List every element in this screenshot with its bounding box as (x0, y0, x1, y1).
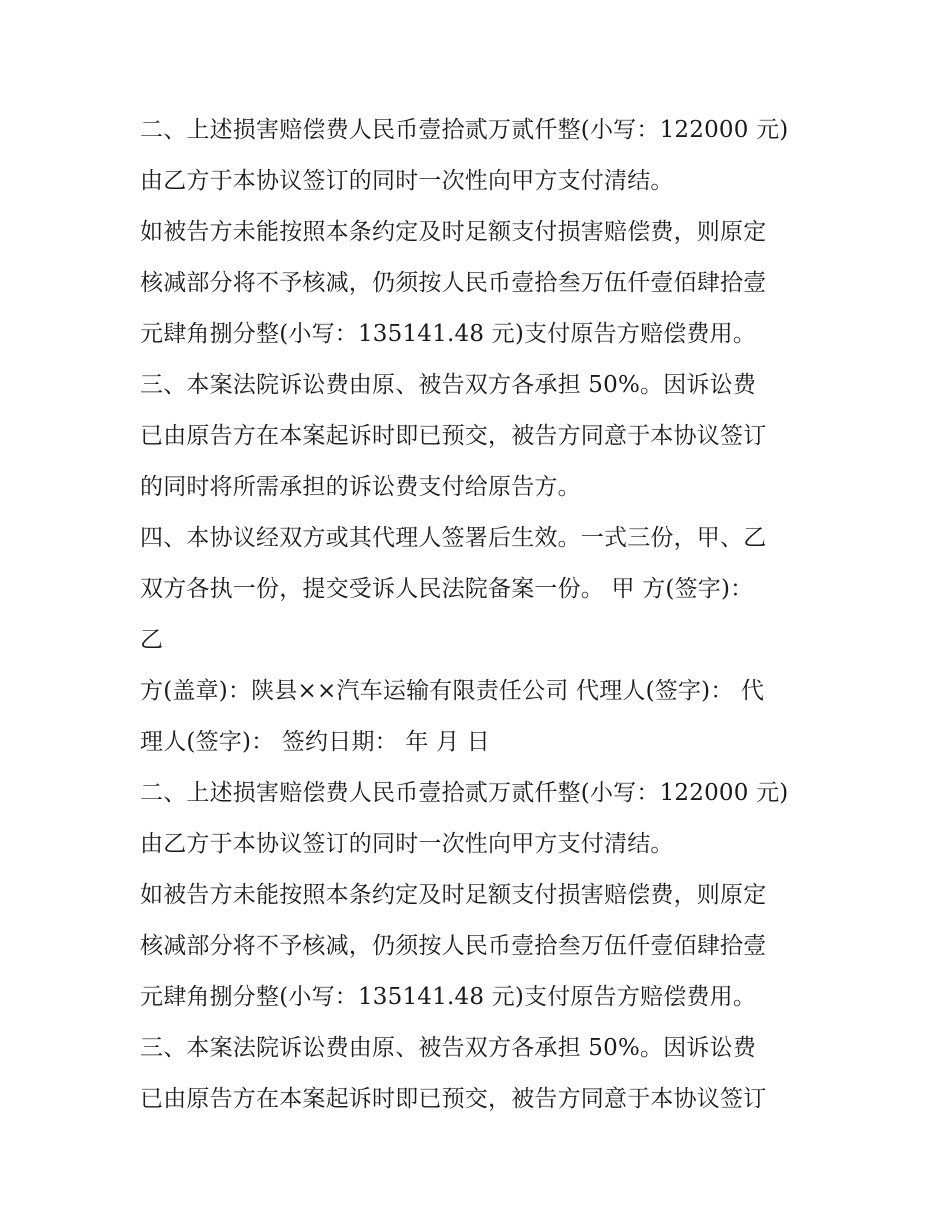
text-line: 三、本案法院诉讼费由原、被告双方各承担 50%。因诉讼费 (140, 1035, 757, 1061)
text-line: 四、本协议经双方或其代理人签署后生效。一式三份，甲、乙 (140, 525, 767, 551)
text-line: 由乙方于本协议签订的同时一次性向甲方支付清结。 (140, 168, 674, 194)
text-line: 核减部分将不予核减，仍须按人民币壹拾叁万伍仟壹佰肆拾壹 (140, 270, 767, 296)
text-line: 二、上述损害赔偿费人民币壹拾贰万贰仟整(小写：122000 元) (140, 117, 789, 143)
text-line: 双方各执一份，提交受诉人民法院备案一份。 甲 方(签字)： (140, 576, 754, 602)
text-line: 如被告方未能按照本条约定及时足额支付损害赔偿费，则原定 (140, 219, 767, 245)
text-line: 已由原告方在本案起诉时即已预交，被告方同意于本协议签订 (140, 1086, 767, 1112)
text-line: 元肆角捌分整(小写：135141.48 元)支付原告方赔偿费用。 (140, 321, 757, 347)
text-line: 方(盖章)：陕县××汽车运输有限责任公司 代理人(签字)： 代 (140, 678, 765, 704)
text-line: 如被告方未能按照本条约定及时足额支付损害赔偿费，则原定 (140, 882, 767, 908)
text-line: 由乙方于本协议签订的同时一次性向甲方支付清结。 (140, 831, 674, 857)
text-line: 核减部分将不予核减，仍须按人民币壹拾叁万伍仟壹佰肆拾壹 (140, 933, 767, 959)
text-line: 元肆角捌分整(小写：135141.48 元)支付原告方赔偿费用。 (140, 984, 757, 1010)
text-line: 乙 (140, 627, 164, 653)
text-line: 的同时将所需承担的诉讼费支付给原告方。 (140, 474, 581, 500)
document-body (140, 105, 820, 1125)
text-line: 理人(签字)： 签约日期： 年 月 日 (140, 729, 490, 755)
text-line: 已由原告方在本案起诉时即已预交，被告方同意于本协议签订 (140, 423, 767, 449)
text-line: 三、本案法院诉讼费由原、被告双方各承担 50%。因诉讼费 (140, 372, 757, 398)
text-line: 二、上述损害赔偿费人民币壹拾贰万贰仟整(小写：122000 元) (140, 780, 789, 806)
